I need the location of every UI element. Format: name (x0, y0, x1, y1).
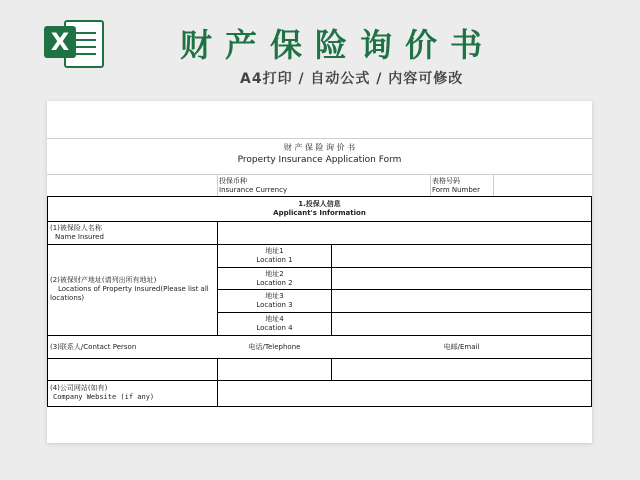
website-label-cn: (4)公司网站(如有) (50, 384, 108, 392)
location-1-input[interactable] (332, 245, 591, 267)
excel-letter: X (44, 26, 76, 58)
insured-name-cn: (1)被保险人名称 (50, 224, 102, 232)
locations-label-en: Locations of Property Insured(Please list all locations) (50, 285, 209, 302)
form-number-label-en: Form Number (432, 186, 480, 194)
insured-name-label (50, 224, 215, 243)
form-number-cell[interactable] (432, 177, 492, 195)
currency-cell[interactable] (219, 177, 419, 195)
location-2-label (218, 270, 331, 289)
location-2-en: Location 2 (256, 279, 293, 287)
excel-icon (44, 16, 102, 68)
location-4-cn: 地址4 (265, 315, 284, 323)
banner (0, 0, 640, 100)
website-label (50, 384, 215, 404)
form-number-label-cn: 表格号码 (432, 177, 460, 185)
section-title-en: Applicant's Information (273, 209, 366, 217)
insured-name-en: Name Insured (55, 233, 104, 241)
website-label-en: Company Website (if any) (53, 393, 155, 401)
currency-label-cn: 投保币种 (219, 177, 247, 185)
spreadsheet-preview (47, 101, 592, 443)
location-3-en: Location 3 (256, 301, 293, 309)
location-1-label (218, 247, 331, 266)
section-applicant-info (47, 200, 592, 220)
location-1-en: Location 1 (256, 256, 293, 264)
form-title-en: Property Insurance Application Form (237, 155, 402, 165)
location-2-cn: 地址2 (265, 270, 284, 278)
section-title-cn: 1.投保人信息 (298, 200, 341, 208)
contact-person-input[interactable] (48, 359, 217, 380)
page-title: 财产保险询价书 (180, 26, 496, 64)
form-title (47, 142, 592, 172)
location-1-cn: 地址1 (265, 247, 284, 255)
telephone-label: 电话/Telephone (248, 343, 301, 351)
insured-name-input[interactable] (218, 222, 591, 244)
telephone-input[interactable] (218, 359, 331, 380)
location-4-en: Location 4 (256, 324, 293, 332)
location-2-input[interactable] (332, 268, 591, 289)
email-input[interactable] (332, 359, 591, 380)
form-title-cn: 财 产 保 险 询 价 书 (283, 143, 356, 152)
location-4-label (218, 315, 331, 334)
location-3-input[interactable] (332, 290, 591, 312)
currency-label-en: Insurance Currency (219, 186, 288, 194)
contact-person-label: (3)联系人/Contact Person (50, 343, 137, 351)
locations-label (50, 276, 215, 306)
email-label: 电邮/Email (443, 343, 480, 351)
page-subtitle: A4打印 / 自动公式 / 内容可修改 (240, 71, 464, 87)
location-4-input[interactable] (332, 313, 591, 335)
location-3-label (218, 292, 331, 311)
location-3-cn: 地址3 (265, 292, 284, 300)
website-input[interactable] (218, 381, 591, 406)
locations-label-cn: (2)被保财产地址(请列出所有地址) (50, 276, 157, 284)
